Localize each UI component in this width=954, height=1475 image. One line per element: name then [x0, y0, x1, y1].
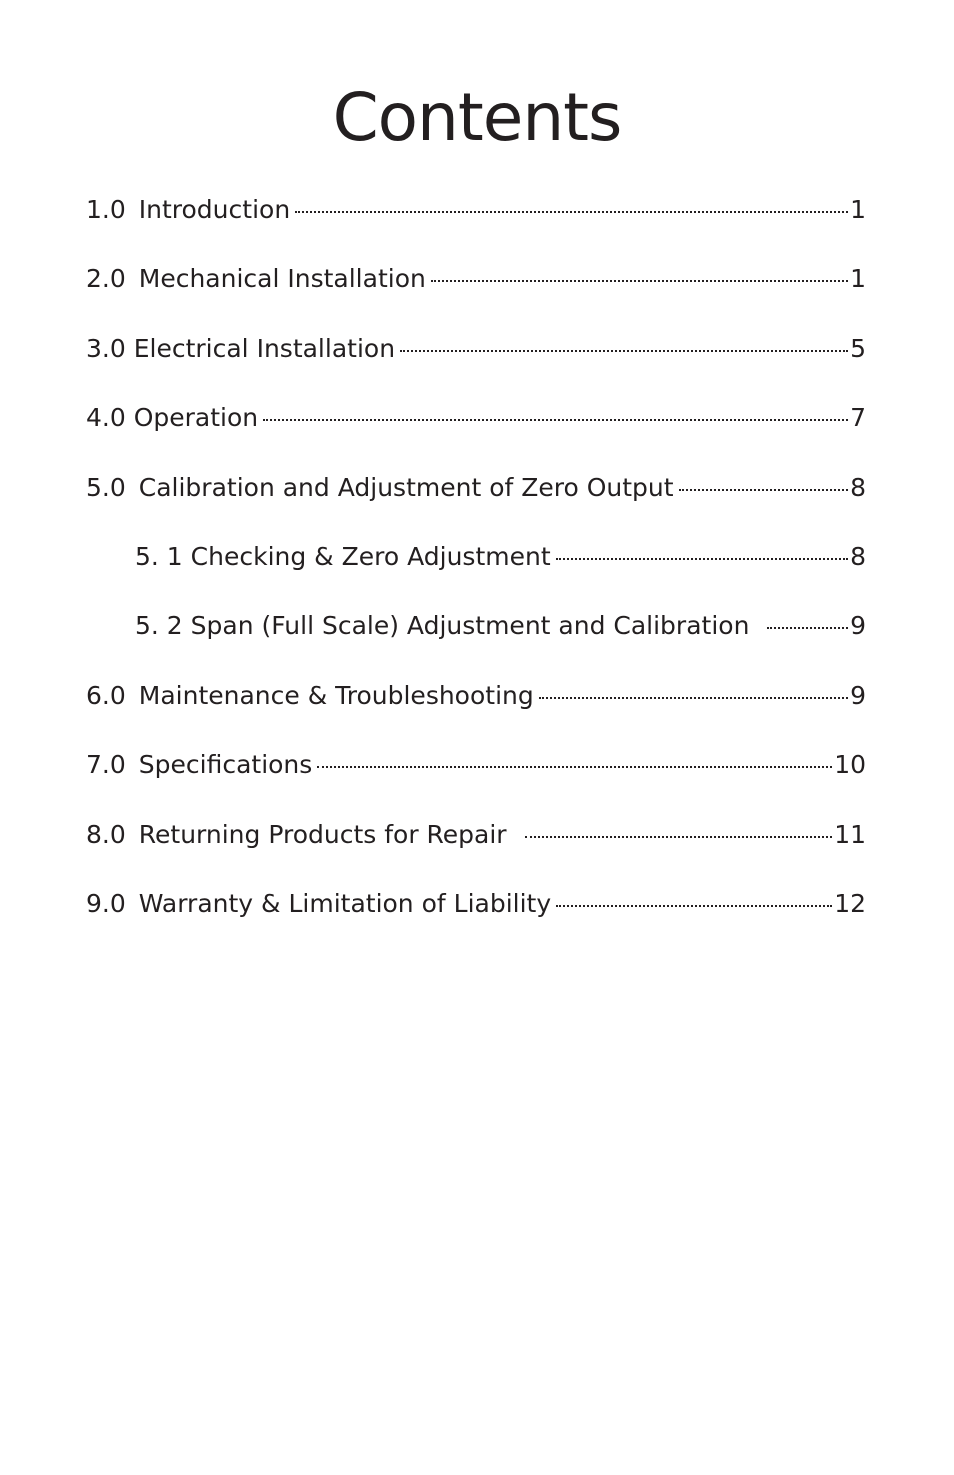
table-of-contents: [86, 190, 866, 953]
toc-entry-page: 8: [850, 472, 866, 502]
toc-entry-label: Introduction: [138, 195, 291, 224]
toc-dot-leader: [556, 558, 848, 560]
page-title: Contents: [332, 79, 622, 156]
toc-entry-checking-zero-adjustment[interactable]: [86, 537, 866, 606]
toc-entry-page: 7: [850, 403, 866, 433]
toc-dot-leader: [431, 280, 848, 282]
toc-entry-page: 11: [834, 819, 866, 849]
toc-entry-label: Specifications: [138, 750, 313, 780]
toc-entry-maintenance[interactable]: [86, 676, 866, 745]
toc-entry-label: [183, 537, 551, 577]
toc-entry-operation[interactable]: [86, 398, 866, 467]
toc-entry-label-text: Span (Full Scale) Adjustment and Calibration: [190, 611, 750, 641]
toc-entry-label: Warranty & Limitation of Liability: [138, 888, 552, 918]
toc-entry-page: 1: [850, 195, 866, 224]
toc-dot-leader: [400, 350, 848, 352]
toc-dot-leader: [539, 697, 848, 699]
toc-entry-page: 10: [834, 750, 866, 780]
toc-entry-span-adjustment[interactable]: [86, 606, 866, 675]
toc-entry-number: 6.0: [86, 680, 126, 710]
toc-dot-leader: [317, 766, 832, 768]
toc-entry-specifications[interactable]: [86, 745, 866, 814]
toc-entry-page: 5: [850, 333, 866, 363]
toc-entry-calibration[interactable]: [86, 468, 866, 537]
toc-entry-label: Calibration and Adjustment of Zero Output: [138, 472, 674, 502]
toc-dot-leader: [263, 419, 848, 421]
toc-entry-label-text: Operation: [133, 403, 259, 433]
toc-entry-label: Mechanical Installation: [138, 264, 426, 294]
toc-entry-label: Returning Products for Repair: [138, 819, 507, 849]
toc-entry-label: [183, 606, 750, 646]
toc-entry-page: 9: [850, 680, 866, 710]
toc-entry-number: 5. 2: [135, 611, 183, 641]
toc-entry-number: 5. 1: [135, 541, 183, 571]
toc-entry-number: 3.0: [86, 333, 126, 363]
toc-entry-page: 1: [850, 264, 866, 294]
toc-entry-number: 9.0: [86, 888, 126, 918]
toc-entry-label-text: Electrical Installation: [133, 333, 396, 363]
toc-entry-number: 8.0: [86, 819, 126, 849]
toc-entry-number: 7.0: [86, 750, 126, 780]
toc-entry-number: 1.0: [86, 195, 126, 224]
toc-entry-number: 2.0: [86, 264, 126, 294]
toc-entry-number: 5.0: [86, 472, 126, 502]
toc-dot-leader: [525, 836, 833, 838]
toc-entry-label: [126, 398, 258, 438]
toc-entry-electrical-installation[interactable]: [86, 329, 866, 398]
toc-entry-introduction[interactable]: [86, 190, 866, 259]
toc-dot-leader: [767, 627, 848, 629]
toc-entry-label: Maintenance & Troubleshooting: [138, 680, 534, 710]
toc-entry-warranty[interactable]: [86, 884, 866, 953]
toc-entry-page: 9: [850, 611, 866, 641]
toc-entry-returning-products[interactable]: [86, 815, 866, 884]
toc-entry-number: 4.0: [86, 403, 126, 433]
toc-dot-leader: [679, 489, 849, 491]
toc-dot-leader: [556, 905, 832, 907]
toc-entry-page: 8: [850, 541, 866, 571]
toc-dot-leader: [295, 211, 848, 213]
toc-entry-page: 12: [834, 888, 866, 918]
toc-entry-label: [126, 329, 395, 369]
toc-entry-label-text: Checking & Zero Adjustment: [190, 541, 551, 571]
toc-entry-mechanical-installation[interactable]: [86, 259, 866, 328]
